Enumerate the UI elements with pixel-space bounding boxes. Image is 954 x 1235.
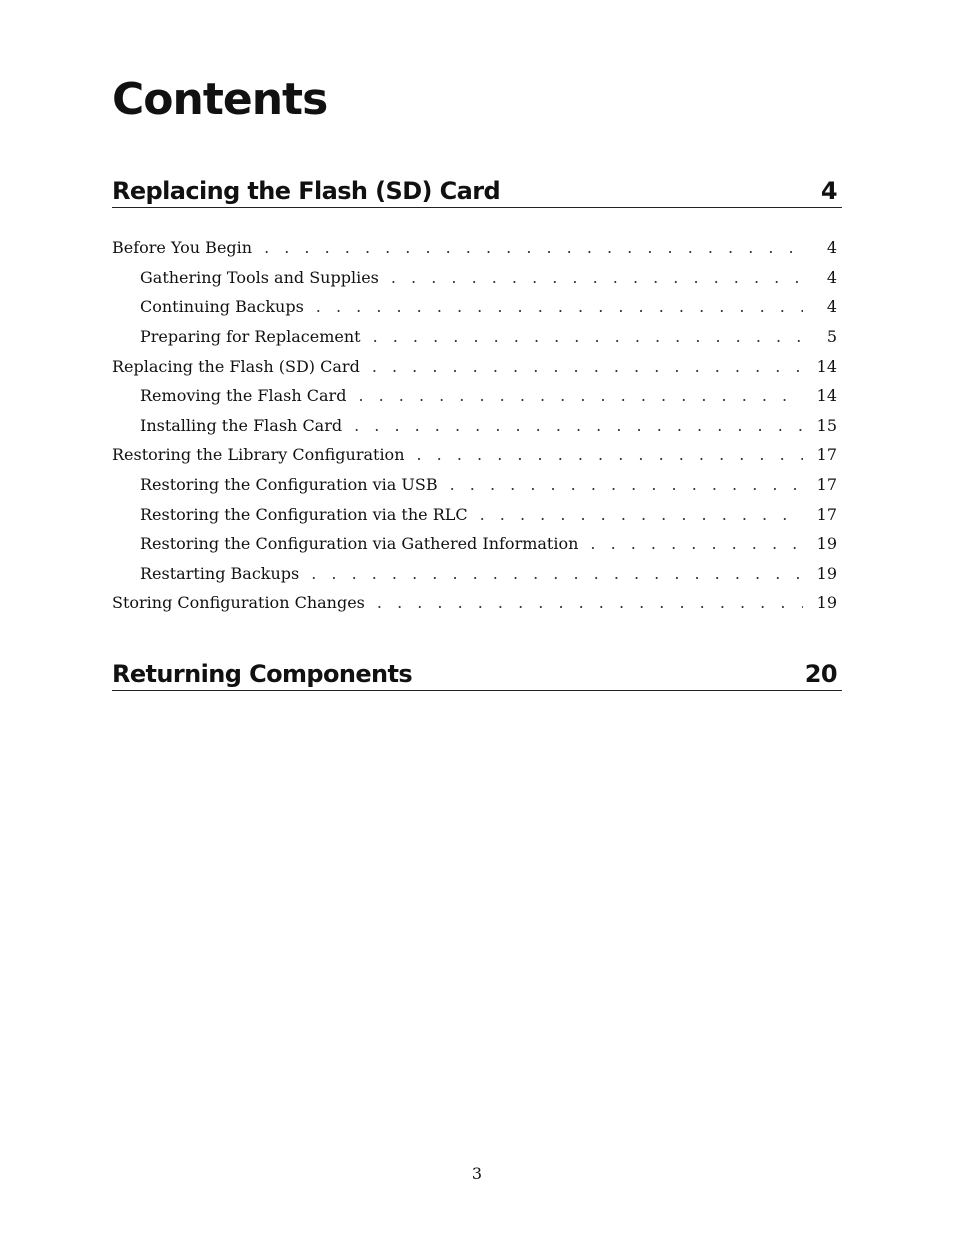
toc-entry-page: 14	[816, 386, 837, 406]
footer-page-number: 3	[471, 1164, 483, 1183]
page-title: Contents	[112, 74, 328, 125]
toc-entry-page: 4	[826, 267, 837, 287]
toc-entry-title: Replacing the Flash (SD) Card	[112, 356, 360, 376]
toc-entry-page: 17	[816, 445, 837, 465]
toc-entry-title: Storing Configuration Changes	[112, 593, 365, 613]
dot-leader	[311, 564, 803, 583]
toc-entry-title: Before You Begin	[112, 238, 253, 258]
toc-entry-page: 17	[816, 475, 837, 495]
toc-entry[interactable]	[112, 529, 842, 559]
toc-entry-title: Restoring the Configuration via USB	[140, 475, 438, 495]
toc-entry-title: Preparing for Replacement	[140, 327, 361, 347]
toc-entry-page: 19	[816, 593, 837, 613]
dot-leader	[377, 593, 803, 612]
dot-leader	[264, 238, 803, 257]
toc-entry-page: 4	[826, 238, 837, 258]
toc-entry-page: 5	[826, 327, 837, 347]
dot-leader	[358, 386, 803, 405]
chapter-page-number: 20	[804, 660, 837, 688]
toc-entry-title: Installing the Flash Card	[140, 415, 343, 435]
toc-entry[interactable]	[112, 470, 842, 500]
dot-leader	[450, 475, 803, 494]
toc-entry-page: 15	[816, 415, 837, 435]
dot-leader	[480, 505, 803, 524]
dot-leader	[373, 327, 803, 346]
toc-entry[interactable]	[112, 233, 842, 263]
toc-entry[interactable]	[112, 588, 842, 618]
toc-entry-page: 17	[816, 504, 837, 524]
toc-entry-title: Restoring the Configuration via Gathered Information	[140, 534, 579, 554]
toc-entry-title: Removing the Flash Card	[140, 386, 347, 406]
toc-entry[interactable]	[112, 351, 842, 381]
toc-chapter-replacing-flash-card[interactable]	[112, 170, 842, 208]
toc-entry-title: Gathering Tools and Supplies	[140, 267, 379, 287]
toc-entry-title: Restoring the Library Configuration	[112, 445, 405, 465]
dot-leader	[590, 534, 803, 553]
toc-chapter-returning-components[interactable]	[112, 653, 842, 691]
toc-entry-page: 14	[816, 356, 837, 376]
toc-entry-title: Restoring the Configuration via the RLC	[140, 504, 468, 524]
chapter-title: Returning Components	[112, 660, 413, 688]
dot-leader	[417, 445, 804, 464]
toc-entry[interactable]	[112, 381, 842, 411]
chapter-page-number: 4	[820, 177, 837, 205]
dot-leader	[316, 297, 803, 316]
toc-entry[interactable]	[112, 411, 842, 441]
toc-entry-page: 19	[816, 563, 837, 583]
toc-entry-title: Continuing Backups	[140, 297, 304, 317]
toc-entry-title: Restarting Backups	[140, 563, 300, 583]
toc-entry-page: 4	[826, 297, 837, 317]
toc-entry-list	[112, 233, 842, 618]
chapter-title: Replacing the Flash (SD) Card	[112, 177, 501, 205]
dot-leader	[354, 416, 803, 435]
toc-entry[interactable]	[112, 263, 842, 293]
dot-leader	[372, 357, 803, 376]
toc-entry[interactable]	[112, 559, 842, 589]
toc-entry[interactable]	[112, 440, 842, 470]
toc-entry[interactable]	[112, 499, 842, 529]
toc-entry[interactable]	[112, 322, 842, 352]
dot-leader	[391, 268, 803, 287]
toc-entry[interactable]	[112, 292, 842, 322]
toc-entry-page: 19	[816, 534, 837, 554]
